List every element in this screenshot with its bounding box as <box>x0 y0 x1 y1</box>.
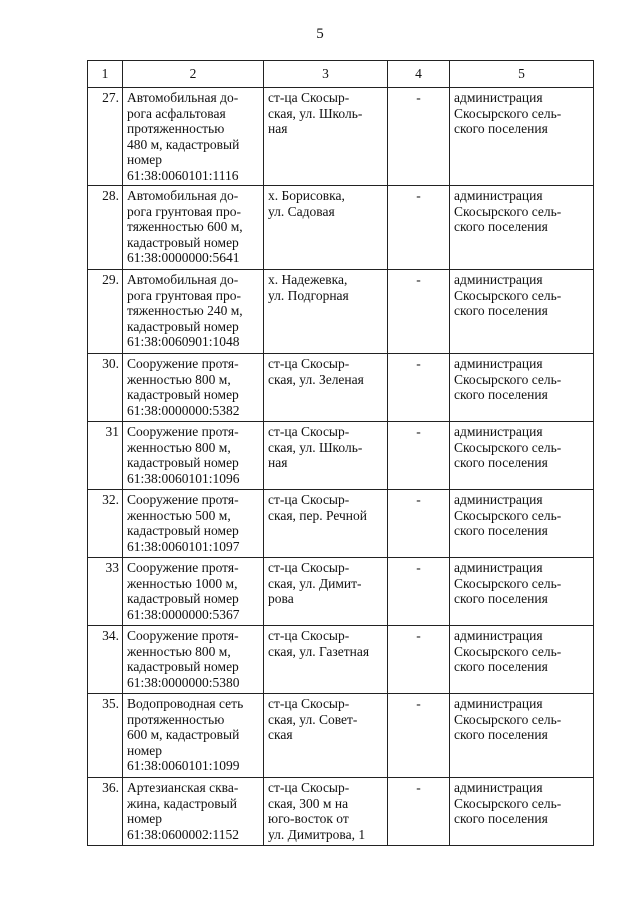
object-location: ст-ца Скосыр- ская, ул. Зеленая <box>264 354 388 422</box>
object-name: Сооружение протя- женностью 500 м, кадастровый номер 61:38:0060101:1097 <box>123 490 264 558</box>
table-row <box>88 270 594 354</box>
col4-value: - <box>388 490 450 558</box>
header-col-1: 1 <box>88 61 123 88</box>
object-location: ст-ца Скосыр- ская, 300 м на юго-восток от ул. Димитрова, 1 <box>264 778 388 846</box>
object-name: Сооружение протя- женностью 1000 м, кадастровый номер 61:38:0000000:5367 <box>123 558 264 626</box>
rights-holder: администрация Скосырского сель- ского поселения <box>450 186 594 270</box>
header-col-5: 5 <box>450 61 594 88</box>
col4-value: - <box>388 694 450 778</box>
row-number: 32. <box>88 490 123 558</box>
col4-value: - <box>388 626 450 694</box>
rights-holder: администрация Скосырского сель- ского поселения <box>450 694 594 778</box>
header-col-4: 4 <box>388 61 450 88</box>
row-number: 30. <box>88 354 123 422</box>
row-number: 35. <box>88 694 123 778</box>
object-name: Автомобильная до- рога асфальтовая протяженностью 480 м, кадастровый номер 61:38:0060101:1116 <box>123 88 264 186</box>
property-table <box>87 60 594 846</box>
row-number: 27. <box>88 88 123 186</box>
object-location: х. Надежевка, ул. Подгорная <box>264 270 388 354</box>
object-name: Артезианская сква- жина, кадастровый номер 61:38:0600002:1152 <box>123 778 264 846</box>
rights-holder: администрация Скосырского сель- ского поселения <box>450 88 594 186</box>
object-location: ст-ца Скосыр- ская, пер. Речной <box>264 490 388 558</box>
object-location: ст-ца Скосыр- ская, ул. Школь- ная <box>264 422 388 490</box>
object-location: ст-ца Скосыр- ская, ул. Школь- ная <box>264 88 388 186</box>
table-row <box>88 354 594 422</box>
table-row <box>88 778 594 846</box>
col4-value: - <box>388 186 450 270</box>
table-row <box>88 558 594 626</box>
col4-value: - <box>388 88 450 186</box>
table-row <box>88 88 594 186</box>
row-number: 28. <box>88 186 123 270</box>
page-number: 5 <box>316 26 324 42</box>
row-number: 34. <box>88 626 123 694</box>
col4-value: - <box>388 270 450 354</box>
rights-holder: администрация Скосырского сель- ского поселения <box>450 422 594 490</box>
col4-value: - <box>388 354 450 422</box>
table-row <box>88 626 594 694</box>
header-col-3: 3 <box>264 61 388 88</box>
table-row <box>88 422 594 490</box>
row-number: 31 <box>88 422 123 490</box>
col4-value: - <box>388 778 450 846</box>
table-body <box>88 88 594 846</box>
rights-holder: администрация Скосырского сель- ского поселения <box>450 558 594 626</box>
object-location: ст-ца Скосыр- ская, ул. Газетная <box>264 626 388 694</box>
object-name: Автомобильная до- рога грунтовая про- тяженностью 600 м, кадастровый номер 61:38:0000000:5641 <box>123 186 264 270</box>
object-name: Сооружение протя- женностью 800 м, кадастровый номер 61:38:0060101:1096 <box>123 422 264 490</box>
rights-holder: администрация Скосырского сель- ского поселения <box>450 778 594 846</box>
rights-holder: администрация Скосырского сель- ского поселения <box>450 270 594 354</box>
col4-value: - <box>388 422 450 490</box>
col4-value: - <box>388 558 450 626</box>
row-number: 36. <box>88 778 123 846</box>
object-name: Сооружение протя- женностью 800 м, кадастровый номер 61:38:0000000:5380 <box>123 626 264 694</box>
rights-holder: администрация Скосырского сель- ского поселения <box>450 626 594 694</box>
row-number: 33 <box>88 558 123 626</box>
object-location: ст-ца Скосыр- ская, ул. Димит- рова <box>264 558 388 626</box>
object-location: х. Борисовка, ул. Садовая <box>264 186 388 270</box>
table-row <box>88 694 594 778</box>
table-row <box>88 186 594 270</box>
rights-holder: администрация Скосырского сель- ского поселения <box>450 354 594 422</box>
object-name: Сооружение протя- женностью 800 м, кадастровый номер 61:38:0000000:5382 <box>123 354 264 422</box>
object-name: Автомобильная до- рога грунтовая про- тяженностью 240 м, кадастровый номер 61:38:0060901:1048 <box>123 270 264 354</box>
row-number: 29. <box>88 270 123 354</box>
object-name: Водопроводная сеть протяженностью 600 м, кадастровый номер 61:38:0060101:1099 <box>123 694 264 778</box>
table-row <box>88 490 594 558</box>
table-header-row <box>88 61 594 88</box>
header-col-2: 2 <box>123 61 264 88</box>
rights-holder: администрация Скосырского сель- ского поселения <box>450 490 594 558</box>
object-location: ст-ца Скосыр- ская, ул. Совет- ская <box>264 694 388 778</box>
